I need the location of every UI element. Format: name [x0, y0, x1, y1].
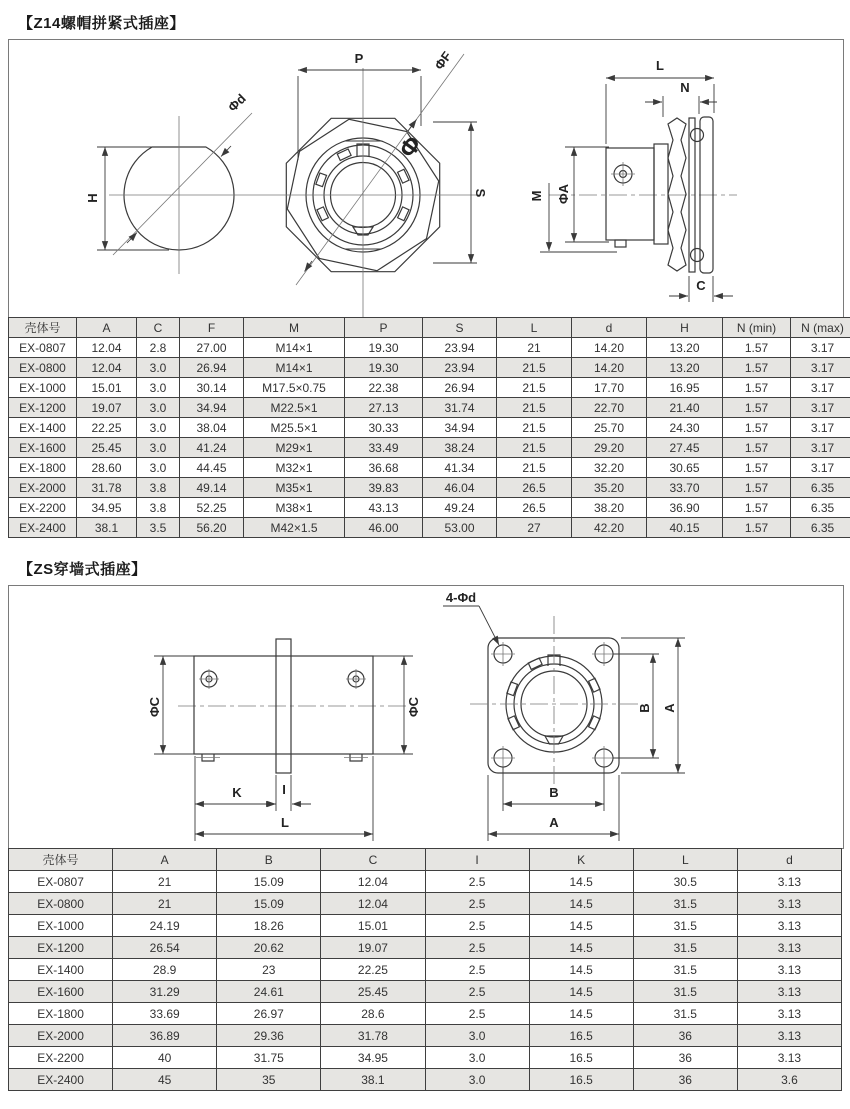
z14-round-face-view — [85, 91, 252, 274]
dim-label-m: M — [529, 190, 544, 202]
table-cell: 3.13 — [737, 1003, 841, 1025]
table-cell: 3.13 — [737, 915, 841, 937]
table-cell: 21.5 — [497, 378, 572, 398]
column-header: A — [113, 849, 217, 871]
table-cell: 24.19 — [113, 915, 217, 937]
table-cell: 13.20 — [647, 338, 723, 358]
thread-diameter-symbol: Φ — [394, 131, 428, 164]
dim-label-l2: L — [281, 815, 289, 830]
table-cell: 40.15 — [647, 518, 723, 538]
table-cell: 3.17 — [791, 398, 850, 418]
table-cell: 26.5 — [497, 498, 572, 518]
table-cell: 1.57 — [723, 498, 791, 518]
table-cell: 19.07 — [77, 398, 137, 418]
table-cell: 35 — [217, 1069, 321, 1091]
table-cell: M22.5×1 — [244, 398, 345, 418]
table-cell: 19.07 — [321, 937, 425, 959]
table-cell: 2.5 — [425, 915, 529, 937]
table-cell: 14.5 — [529, 915, 633, 937]
section2-title: 【ZS穿墙式插座】 — [18, 561, 147, 578]
table-cell: 33.49 — [345, 438, 423, 458]
table-cell: 46.04 — [423, 478, 497, 498]
table-cell: 1.57 — [723, 358, 791, 378]
zs-technical-drawing — [9, 586, 843, 848]
column-header: d — [737, 849, 841, 871]
table-cell: 3.0 — [137, 398, 180, 418]
table-cell: 3.8 — [137, 498, 180, 518]
table-cell: 34.94 — [180, 398, 244, 418]
table-cell: 2.5 — [425, 981, 529, 1003]
table-cell: EX-1200 — [9, 398, 77, 418]
dim-label-phi-c-right: ΦC — [406, 696, 421, 718]
table-cell: 24.61 — [217, 981, 321, 1003]
table-cell: EX-2400 — [9, 1069, 113, 1091]
table-cell: 31.75 — [217, 1047, 321, 1069]
column-header: N (max) — [791, 318, 850, 338]
column-header: L — [633, 849, 737, 871]
table-cell: 38.24 — [423, 438, 497, 458]
table-row — [9, 378, 850, 398]
table-row — [9, 478, 850, 498]
table-cell: 24.30 — [647, 418, 723, 438]
table-cell: 3.13 — [737, 871, 841, 893]
table-cell: 2.8 — [137, 338, 180, 358]
column-header: L — [497, 318, 572, 338]
table-cell: 27 — [497, 518, 572, 538]
table-row — [9, 1003, 842, 1025]
table-cell: 3.17 — [791, 358, 850, 378]
table-cell: 40 — [113, 1047, 217, 1069]
table-row — [9, 418, 850, 438]
column-header: C — [321, 849, 425, 871]
table-cell: 6.35 — [791, 518, 850, 538]
table-cell: 12.04 — [77, 358, 137, 378]
table-cell: 16.5 — [529, 1025, 633, 1047]
table-cell: EX-1400 — [9, 418, 77, 438]
table-cell: M38×1 — [244, 498, 345, 518]
dim-label-s: S — [473, 188, 488, 198]
zs-dimension-table — [8, 848, 842, 1091]
column-header: 壳体号 — [9, 318, 77, 338]
table-cell: 6.35 — [791, 498, 850, 518]
table-cell: 31.5 — [633, 981, 737, 1003]
table-cell: 14.20 — [572, 358, 647, 378]
table-cell: EX-1000 — [9, 378, 77, 398]
table-cell: 30.5 — [633, 871, 737, 893]
table-row — [9, 518, 850, 538]
table-cell: 14.5 — [529, 893, 633, 915]
table-cell: 56.20 — [180, 518, 244, 538]
table-cell: 39.83 — [345, 478, 423, 498]
table-cell: 3.5 — [137, 518, 180, 538]
zs-drawing-panel — [8, 585, 844, 849]
table-cell: EX-1800 — [9, 458, 77, 478]
table-cell: 14.5 — [529, 871, 633, 893]
table-cell: 12.04 — [77, 338, 137, 358]
table-cell: 3.17 — [791, 418, 850, 438]
table-cell: 31.29 — [113, 981, 217, 1003]
header-row — [9, 849, 842, 871]
table-row — [9, 915, 842, 937]
table-row — [9, 871, 842, 893]
table-cell: 21 — [497, 338, 572, 358]
table-cell: 1.57 — [723, 458, 791, 478]
table-cell: 31.5 — [633, 937, 737, 959]
table-cell: 13.20 — [647, 358, 723, 378]
z14-drawing-panel — [8, 39, 844, 318]
table-cell: 44.45 — [180, 458, 244, 478]
table-row — [9, 937, 842, 959]
table-cell: 29.20 — [572, 438, 647, 458]
header-row — [9, 318, 850, 338]
table-cell: 15.09 — [217, 893, 321, 915]
table-cell: 1.57 — [723, 378, 791, 398]
table-cell: M42×1.5 — [244, 518, 345, 538]
z14-octagon-front-view — [249, 49, 488, 317]
table-cell: 3.13 — [737, 937, 841, 959]
table-cell: 3.17 — [791, 378, 850, 398]
table-cell: EX-2400 — [9, 518, 77, 538]
table-cell: 34.95 — [321, 1047, 425, 1069]
table-cell: EX-2000 — [9, 478, 77, 498]
table-cell: 16.95 — [647, 378, 723, 398]
table-cell: 33.69 — [113, 1003, 217, 1025]
table-cell: 20.62 — [217, 937, 321, 959]
dim-label-phi-a: ΦA — [556, 183, 571, 205]
dim-label-c: C — [696, 278, 706, 293]
table-cell: 29.36 — [217, 1025, 321, 1047]
table-cell: 21.5 — [497, 458, 572, 478]
table-cell: 31.5 — [633, 893, 737, 915]
dim-label-p: P — [354, 51, 364, 66]
table-row — [9, 1025, 842, 1047]
table-cell: 31.74 — [423, 398, 497, 418]
table-cell: 38.1 — [77, 518, 137, 538]
table-cell: 19.30 — [345, 358, 423, 378]
column-header: C — [137, 318, 180, 338]
table-row — [9, 981, 842, 1003]
table-cell: EX-0800 — [9, 893, 113, 915]
table-cell: 3.0 — [137, 378, 180, 398]
table-cell: 43.13 — [345, 498, 423, 518]
table-cell: 3.0 — [137, 418, 180, 438]
table-cell: 14.5 — [529, 959, 633, 981]
table-cell: M25.5×1 — [244, 418, 345, 438]
table-cell: EX-0800 — [9, 358, 77, 378]
table-cell: 28.6 — [321, 1003, 425, 1025]
table-cell: M29×1 — [244, 438, 345, 458]
column-header: B — [217, 849, 321, 871]
column-header: K — [529, 849, 633, 871]
table-cell: 26.94 — [423, 378, 497, 398]
column-header: N (min) — [723, 318, 791, 338]
table-cell: 38.04 — [180, 418, 244, 438]
dim-label-phi-f: ΦF — [431, 48, 455, 73]
table-cell: 21 — [113, 893, 217, 915]
table-cell: 41.24 — [180, 438, 244, 458]
dim-label-n: N — [680, 80, 690, 95]
zs-side-view — [147, 639, 421, 841]
dim-label-a-right: A — [662, 703, 677, 713]
table-cell: 1.57 — [723, 478, 791, 498]
table-cell: 1.57 — [723, 518, 791, 538]
table-cell: 15.09 — [217, 871, 321, 893]
table-row — [9, 959, 842, 981]
table-cell: 28.9 — [113, 959, 217, 981]
dim-label-i: I — [282, 782, 286, 797]
table-cell: M32×1 — [244, 458, 345, 478]
table-cell: EX-1800 — [9, 1003, 113, 1025]
table-cell: 49.14 — [180, 478, 244, 498]
table-cell: M35×1 — [244, 478, 345, 498]
table-cell: 26.94 — [180, 358, 244, 378]
table-row — [9, 458, 850, 478]
table-cell: EX-1600 — [9, 438, 77, 458]
table-cell: 12.04 — [321, 893, 425, 915]
z14-technical-drawing — [9, 40, 843, 317]
table-cell: 23.94 — [423, 338, 497, 358]
table-cell: 2.5 — [425, 871, 529, 893]
table-cell: 35.20 — [572, 478, 647, 498]
zs-flange-front-view — [443, 590, 685, 841]
table-cell: 27.45 — [647, 438, 723, 458]
table-cell: 2.5 — [425, 1003, 529, 1025]
dim-label-b-bottom: B — [549, 785, 559, 800]
dim-label-b-right: B — [637, 703, 652, 713]
table-cell: 45 — [113, 1069, 217, 1091]
table-cell: EX-0807 — [9, 338, 77, 358]
table-cell: 52.25 — [180, 498, 244, 518]
table-cell: 1.57 — [723, 418, 791, 438]
table-cell: 12.04 — [321, 871, 425, 893]
table-cell: 27.00 — [180, 338, 244, 358]
table-cell: 30.33 — [345, 418, 423, 438]
table-cell: 27.13 — [345, 398, 423, 418]
dim-label-phi-d: Φd — [224, 90, 249, 115]
table-cell: 25.45 — [77, 438, 137, 458]
table-cell: EX-2200 — [9, 1047, 113, 1069]
holes-callout: 4-Φd — [445, 590, 477, 605]
table-row — [9, 438, 850, 458]
dim-label-a-bottom: A — [549, 815, 559, 830]
table-cell: 30.14 — [180, 378, 244, 398]
table-cell: 3.17 — [791, 438, 850, 458]
dim-label-h: H — [85, 193, 100, 203]
table-cell: 26.5 — [497, 478, 572, 498]
table-row — [9, 1047, 842, 1069]
table-cell: 21.5 — [497, 398, 572, 418]
table-cell: 23 — [217, 959, 321, 981]
table-cell: EX-0807 — [9, 871, 113, 893]
table-cell: 3.6 — [737, 1069, 841, 1091]
table-cell: 23.94 — [423, 358, 497, 378]
table-cell: 28.60 — [77, 458, 137, 478]
table-cell: 31.5 — [633, 1003, 737, 1025]
table-cell: 26.54 — [113, 937, 217, 959]
table-cell: 14.5 — [529, 1003, 633, 1025]
table-cell: 15.01 — [77, 378, 137, 398]
table-cell: M14×1 — [244, 358, 345, 378]
table-cell: 36.68 — [345, 458, 423, 478]
column-header: S — [423, 318, 497, 338]
table-cell: 53.00 — [423, 518, 497, 538]
table-cell: 36 — [633, 1047, 737, 1069]
table-cell: 3.13 — [737, 981, 841, 1003]
table-row — [9, 338, 850, 358]
table-cell: 31.78 — [77, 478, 137, 498]
table-cell: 31.5 — [633, 915, 737, 937]
table-cell: 38.1 — [321, 1069, 425, 1091]
table-cell: EX-1600 — [9, 981, 113, 1003]
table-row — [9, 893, 842, 915]
table-cell: 2.5 — [425, 959, 529, 981]
table-cell: 36 — [633, 1069, 737, 1091]
table-cell: 36 — [633, 1025, 737, 1047]
table-cell: 18.26 — [217, 915, 321, 937]
column-header: A — [77, 318, 137, 338]
dim-label-l: L — [656, 58, 664, 73]
column-header: 壳体号 — [9, 849, 113, 871]
table-cell: 14.5 — [529, 981, 633, 1003]
column-header: M — [244, 318, 345, 338]
table-cell: 41.34 — [423, 458, 497, 478]
table-cell: 1.57 — [723, 398, 791, 418]
table-cell: 30.65 — [647, 458, 723, 478]
table-cell: 2.5 — [425, 937, 529, 959]
table-cell: 1.57 — [723, 438, 791, 458]
table-cell: 25.70 — [572, 418, 647, 438]
table-cell: 3.17 — [791, 338, 850, 358]
table-cell: 42.20 — [572, 518, 647, 538]
table-cell: 34.94 — [423, 418, 497, 438]
table-row — [9, 358, 850, 378]
table-cell: 3.0 — [425, 1069, 529, 1091]
column-header: I — [425, 849, 529, 871]
table-cell: 36.89 — [113, 1025, 217, 1047]
table-cell: 3.0 — [137, 438, 180, 458]
table-cell: 21 — [113, 871, 217, 893]
table-cell: EX-1400 — [9, 959, 113, 981]
table-cell: 3.13 — [737, 893, 841, 915]
column-header: H — [647, 318, 723, 338]
table-cell: 22.38 — [345, 378, 423, 398]
table-cell: 16.5 — [529, 1069, 633, 1091]
table-cell: 26.97 — [217, 1003, 321, 1025]
table-cell: 31.5 — [633, 959, 737, 981]
table-cell: EX-1200 — [9, 937, 113, 959]
table-cell: 21.5 — [497, 438, 572, 458]
table-cell: 21.5 — [497, 418, 572, 438]
table-cell: EX-2200 — [9, 498, 77, 518]
table-cell: 3.8 — [137, 478, 180, 498]
table-row — [9, 498, 850, 518]
table-cell: 3.0 — [425, 1047, 529, 1069]
table-cell: 3.0 — [137, 458, 180, 478]
table-cell: 36.90 — [647, 498, 723, 518]
dim-label-phi-c-left: ΦC — [147, 696, 162, 718]
table-cell: 38.20 — [572, 498, 647, 518]
table-cell: 21.5 — [497, 358, 572, 378]
table-cell: 3.13 — [737, 1025, 841, 1047]
table-cell: 22.25 — [77, 418, 137, 438]
table-row — [9, 398, 850, 418]
table-cell: 16.5 — [529, 1047, 633, 1069]
table-cell: 49.24 — [423, 498, 497, 518]
table-cell: 3.0 — [137, 358, 180, 378]
table-cell: 3.17 — [791, 458, 850, 478]
z14-dimension-table — [8, 317, 850, 538]
table-cell: 14.20 — [572, 338, 647, 358]
z14-side-view — [529, 58, 737, 302]
table-cell: M17.5×0.75 — [244, 378, 345, 398]
table-cell: 33.70 — [647, 478, 723, 498]
column-header: P — [345, 318, 423, 338]
table-cell: 34.95 — [77, 498, 137, 518]
table-cell: 1.57 — [723, 338, 791, 358]
table-cell: 31.78 — [321, 1025, 425, 1047]
column-header: F — [180, 318, 244, 338]
table-cell: 6.35 — [791, 478, 850, 498]
table-cell: 22.70 — [572, 398, 647, 418]
table-cell: 46.00 — [345, 518, 423, 538]
table-cell: EX-1000 — [9, 915, 113, 937]
dim-label-k: K — [232, 785, 242, 800]
table-cell: 32.20 — [572, 458, 647, 478]
table-cell: 19.30 — [345, 338, 423, 358]
table-cell: 21.40 — [647, 398, 723, 418]
section1-title: 【Z14螺帽拼紧式插座】 — [18, 15, 185, 32]
table-cell: M14×1 — [244, 338, 345, 358]
table-cell: 3.13 — [737, 1047, 841, 1069]
table-cell: 15.01 — [321, 915, 425, 937]
table-cell: 2.5 — [425, 893, 529, 915]
table-row — [9, 1069, 842, 1091]
table-cell: 25.45 — [321, 981, 425, 1003]
column-header: d — [572, 318, 647, 338]
table-cell: EX-2000 — [9, 1025, 113, 1047]
table-cell: 14.5 — [529, 937, 633, 959]
table-cell: 22.25 — [321, 959, 425, 981]
table-cell: 17.70 — [572, 378, 647, 398]
table-cell: 3.13 — [737, 959, 841, 981]
table-cell: 3.0 — [425, 1025, 529, 1047]
